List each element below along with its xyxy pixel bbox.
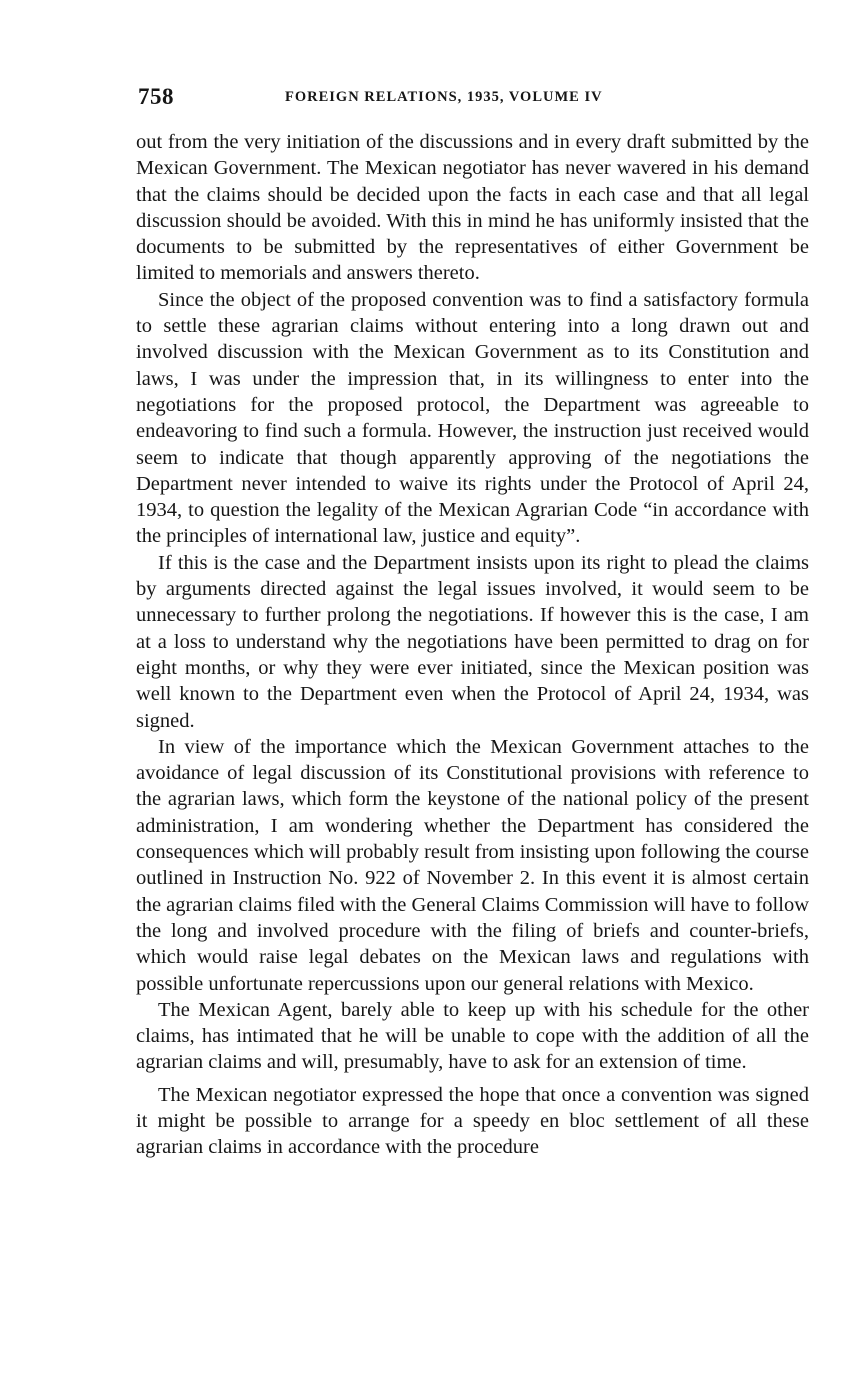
- body-text: [136, 129, 809, 1161]
- paragraph: The Mexican Agent, barely able to keep up with his schedule for the other claims, has intimated that he will be unable to cope with the addition of all the agrarian claims and will, presumably, have to ask for an extension of time.: [136, 998, 809, 1074]
- paragraph-continued: out from the very initiation of the discussions and in every draft submitted by the Mexican Government. The Mexican negotiator has never wavered in his demand that the claims should be decided upon the facts in each case and that all legal discussion should be avoided. With this in mind he has uniformly insisted that the documents to be submitted by the representatives of either Government be limited to memorials and answers thereto.: [136, 131, 809, 285]
- running-title: FOREIGN RELATIONS, 1935, VOLUME IV: [285, 89, 603, 105]
- paragraph: The Mexican negotiator expressed the hope that once a convention was signed it might be possible to arrange for a speedy en bloc settlement of all these agrarian claims in accordance with the procedure: [136, 1083, 809, 1159]
- paragraph: In view of the importance which the Mexican Government attaches to the avoidance of legal discussion of its Constitutional provisions with reference to the agrarian laws, which form the keystone of the national policy of the present administration, I am wondering whether the Department has considered the consequences which will probably result from insisting upon following the course outlined in Instruction No. 922 of November 2. In this event it is almost certain the agrarian claims filed with the General Claims Commission will have to follow the long and involved procedure with the filing of briefs and counter-briefs, which would raise legal debates on the Mexican laws and regulations with possible unfortunate repercussions upon our general relations with Mexico.: [136, 735, 809, 995]
- page-header: [138, 84, 808, 112]
- paragraph: If this is the case and the Department insists upon its right to plead the claims by arguments directed against the legal issues involved, it would seem to be unnecessary to further prolong the negotiations. If however this is the case, I am at a loss to understand why the negotiations have been permitted to drag on for eight months, or why they were ever initiated, since the Mexican position was well known to the Department even when the Protocol of April 24, 1934, was signed.: [136, 551, 809, 732]
- page-number: 758: [138, 84, 174, 109]
- paragraph: Since the object of the proposed convention was to find a satisfactory formula to settle these agrarian claims without entering into a long drawn out and involved discussion with the Mexican Government as to its Constitution and laws, I was under the impression that, in its willingness to enter into the negotiations for the proposed protocol, the Department was agreeable to endeavoring to find such a formula. However, the instruction just received would seem to indicate that though apparently approving of the negotiations the Department never intended to waive its rights under the Protocol of April 24, 1934, to question the legality of the Mexican Agrarian Code “in accordance with the principles of international law, justice and equity”.: [136, 288, 809, 548]
